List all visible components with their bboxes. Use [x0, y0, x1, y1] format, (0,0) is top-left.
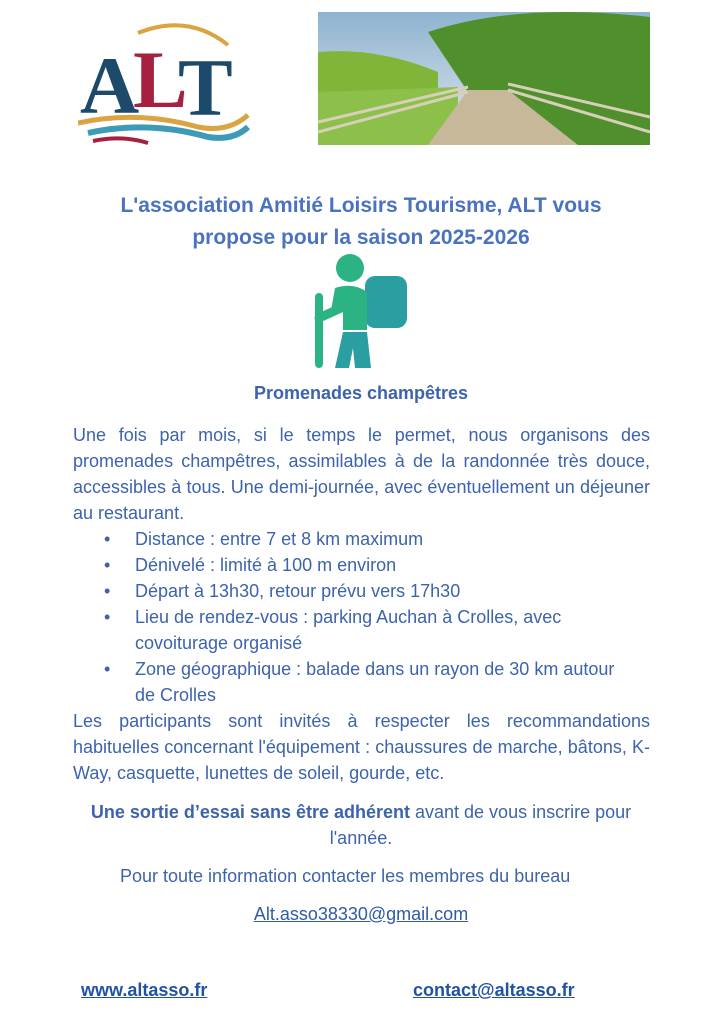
- bullet-icon: •: [104, 529, 111, 549]
- bullet-icon: •: [104, 607, 111, 627]
- contact-email-link[interactable]: contact@altasso.fr: [413, 980, 575, 1000]
- bullet-icon: •: [104, 581, 111, 601]
- svg-text:A: A: [80, 40, 140, 131]
- boardwalk-photo: [318, 12, 650, 145]
- bullet-icon: •: [104, 659, 111, 679]
- svg-text:L: L: [133, 34, 188, 125]
- website-link[interactable]: www.altasso.fr: [81, 980, 208, 1000]
- trial-bold: Une sortie d’essai sans être adhérent: [90, 802, 410, 822]
- list-item-text: Zone géographique : balade dans un rayon de 30 km autour de Crolles: [135, 659, 615, 705]
- info-text: Pour toute information contacter les membres du bureau: [120, 866, 571, 886]
- list-item-text: Départ à 13h30, retour prévu vers 17h30: [135, 581, 461, 601]
- trial-rest: avant de vous inscrire pour l'année.: [329, 802, 632, 848]
- gmail-link[interactable]: Alt.asso38330@gmail.com: [253, 904, 469, 924]
- list-item: [73, 526, 650, 552]
- trial-notice: [60, 799, 662, 851]
- svg-text:T: T: [178, 42, 233, 133]
- description: [73, 422, 650, 786]
- list-item: [73, 656, 650, 708]
- list-item-text: Lieu de rendez-vous : parking Auchan à Crolles, avec covoiturage organisé: [135, 607, 562, 653]
- details-list: [73, 526, 650, 708]
- bullet-icon: •: [104, 555, 111, 575]
- recommendations-paragraph: Les participants sont invités à respecter les recommandations habituelles concernant l'équipement : chaussures de marche, bâtons, K-Way, casquette, lunettes de soleil, gourde, etc.: [73, 711, 650, 783]
- list-item-text: Dénivelé : limité à 100 m environ: [135, 555, 397, 575]
- list-item-text: Distance : entre 7 et 8 km maximum: [135, 529, 424, 549]
- alt-logo: [78, 15, 253, 145]
- page-title: [40, 190, 682, 254]
- title-line-2: propose pour la saison 2025-2026: [192, 226, 530, 249]
- list-item: [73, 578, 650, 604]
- list-item: [73, 552, 650, 578]
- title-line-1: L'association Amitié Loisirs Tourisme, ALT vous: [120, 194, 602, 217]
- list-item: [73, 604, 650, 656]
- intro-paragraph: Une fois par mois, si le temps le permet, nous organisons des promenades champêtres, assimilables à de la randonnée très douce, accessibles à tous. Une demi-journée, avec éventuellement un déjeuner au restaurant.: [73, 425, 650, 523]
- section-subtitle: Promenades champêtres: [253, 383, 469, 403]
- hiker-icon: [305, 248, 415, 368]
